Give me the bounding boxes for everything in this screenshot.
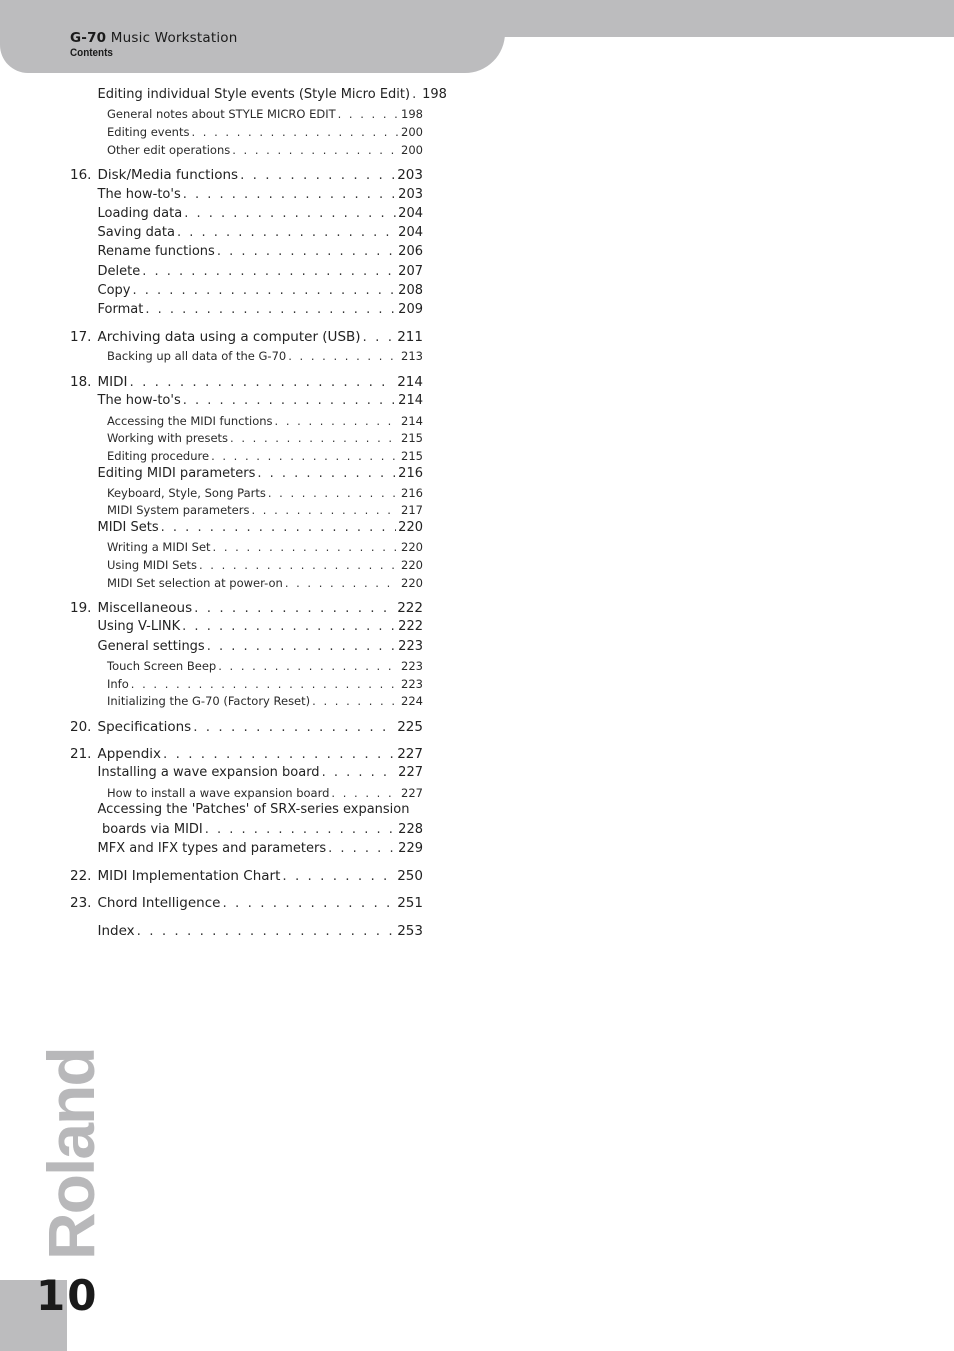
toc-chapter[interactable] [70, 167, 423, 183]
toc-page: 227 [398, 765, 423, 780]
toc-label: The how-to's [97, 187, 181, 202]
toc-label: Miscellaneous [97, 600, 193, 616]
toc-page: 223 [401, 659, 423, 673]
toc-page: 224 [401, 694, 423, 708]
toc-entry[interactable] [97, 87, 447, 102]
leader-dots [132, 283, 396, 298]
toc-label: MFX and IFX types and parameters [97, 841, 327, 856]
chapter-number: 17. [70, 329, 92, 345]
toc-label: Keyboard, Style, Song Parts [107, 486, 266, 500]
toc-label: General settings [97, 639, 205, 654]
toc-page: 211 [397, 329, 423, 345]
toc-label: Backing up all data of the G-70 [107, 349, 287, 363]
toc-entry[interactable] [98, 619, 424, 634]
toc-label: Loading data [97, 206, 183, 221]
toc-label: boards via MIDI [102, 822, 203, 837]
chapter-number: 18. [70, 374, 92, 390]
toc-page: 203 [398, 187, 423, 202]
toc-page: 216 [398, 466, 423, 481]
toc-entry[interactable] [98, 841, 424, 856]
toc-entry[interactable] [107, 107, 423, 121]
toc-label: Initializing the G-70 (Factory Reset) [107, 694, 311, 708]
toc-page: 222 [397, 600, 423, 616]
toc-index[interactable] [98, 923, 424, 939]
toc-page: 220 [401, 558, 423, 572]
model-name: G-70 [70, 30, 107, 46]
leader-dots [322, 765, 397, 780]
leader-dots [183, 187, 396, 202]
leader-dots [191, 125, 399, 139]
toc-label: Specifications [97, 719, 192, 735]
toc-page: 220 [401, 540, 423, 554]
toc-entry[interactable] [107, 414, 423, 428]
toc-page: 204 [398, 225, 423, 240]
chapter-number: 16. [70, 167, 92, 183]
toc-entry[interactable] [98, 187, 424, 202]
toc-page: 225 [397, 719, 423, 735]
toc-entry[interactable] [107, 125, 423, 139]
leader-dots [213, 540, 400, 554]
toc-page: 207 [398, 264, 423, 279]
toc-page: 198 [401, 107, 423, 121]
toc-label: Format [97, 302, 144, 317]
toc-page: 214 [397, 374, 423, 390]
toc-page: 213 [401, 349, 423, 363]
leader-dots [412, 87, 420, 102]
roland-logo: Roland [34, 1048, 108, 1260]
toc-page: 223 [401, 677, 423, 691]
leader-dots [218, 659, 399, 673]
toc-page: 251 [397, 895, 423, 911]
toc-chapter[interactable] [70, 746, 423, 762]
toc-label: Accessing the MIDI functions [107, 414, 273, 428]
leader-dots [182, 619, 396, 634]
toc-page: 215 [401, 431, 423, 445]
toc-page: 216 [401, 486, 423, 500]
leader-dots [282, 868, 395, 884]
toc-label: Using V-LINK [97, 619, 181, 634]
leader-dots [331, 786, 399, 800]
toc-entry[interactable] [98, 264, 424, 279]
toc-entry[interactable] [107, 694, 423, 708]
toc-chapter[interactable] [70, 329, 423, 345]
leader-dots [222, 895, 395, 911]
section-label: Contents [70, 47, 113, 59]
leader-dots [363, 329, 396, 345]
toc-label: Editing individual Style events (Style Micro Edit) [97, 87, 411, 102]
toc-page: 223 [398, 639, 423, 654]
leader-dots [205, 822, 396, 837]
leader-dots [285, 576, 399, 590]
toc-label: Copy [97, 283, 131, 298]
leader-dots [177, 225, 396, 240]
toc-entry[interactable] [107, 558, 423, 572]
toc-entry[interactable] [98, 466, 424, 481]
leader-dots [207, 639, 396, 654]
toc-entry[interactable] [98, 244, 424, 259]
toc-label: Info [107, 677, 129, 691]
toc-page: 200 [401, 125, 423, 139]
toc-entry[interactable] [107, 486, 423, 500]
toc-entry[interactable] [107, 431, 423, 445]
toc-label: The how-to's [97, 393, 181, 408]
leader-dots [194, 600, 395, 616]
toc-label: Working with presets [107, 431, 229, 445]
toc-entry[interactable] [107, 540, 423, 554]
toc-page: 227 [397, 746, 423, 762]
toc-page: 220 [401, 576, 423, 590]
toc-entry[interactable] [107, 349, 423, 363]
toc-page: 208 [398, 283, 423, 298]
running-header [70, 30, 238, 46]
leader-dots [193, 719, 395, 735]
toc-page: 227 [401, 786, 423, 800]
toc-label: Delete [97, 264, 141, 279]
toc-chapter[interactable] [70, 374, 423, 390]
toc-label: Archiving data using a computer (USB) [97, 329, 361, 345]
leader-dots [251, 503, 399, 517]
toc-page: 220 [398, 520, 423, 535]
toc-label: Editing MIDI parameters [97, 466, 256, 481]
toc-label: MIDI Implementation Chart [97, 868, 281, 884]
toc-label: MIDI [97, 374, 128, 390]
toc-page: 214 [398, 393, 423, 408]
toc-label: Index [97, 923, 135, 939]
toc-chapter[interactable] [70, 895, 423, 911]
chapter-number: 23. [70, 895, 92, 911]
toc-page: 228 [398, 822, 423, 837]
toc-label: Touch Screen Beep [107, 659, 217, 673]
toc-entry-line[interactable]: Accessing the 'Patches' of SRX-series expansion [97, 802, 410, 817]
toc-entry[interactable] [98, 206, 424, 221]
toc-chapter[interactable] [70, 868, 423, 884]
leader-dots [142, 264, 396, 279]
toc-entry[interactable] [98, 520, 424, 535]
leader-dots [145, 302, 396, 317]
leader-dots [183, 393, 396, 408]
toc-page: 253 [397, 923, 423, 939]
toc-label: Disk/Media functions [97, 167, 239, 183]
leader-dots [163, 746, 395, 762]
toc-label: Saving data [97, 225, 175, 240]
page-number: 10 [36, 1271, 99, 1320]
toc-page: 217 [401, 503, 423, 517]
leader-dots [137, 923, 396, 939]
chapter-number: 20. [70, 719, 92, 735]
leader-dots [161, 520, 397, 535]
toc-label: Appendix [97, 746, 162, 762]
toc-page: 209 [398, 302, 423, 317]
toc-page: 204 [398, 206, 423, 221]
leader-dots [257, 466, 396, 481]
leader-dots [217, 244, 396, 259]
toc-label: General notes about STYLE MICRO EDIT [107, 107, 336, 121]
leader-dots [199, 558, 399, 572]
chapter-number: 19. [70, 600, 92, 616]
toc-page: 229 [398, 841, 423, 856]
toc-entry[interactable] [107, 503, 423, 517]
toc-label: MIDI Set selection at power-on [107, 576, 283, 590]
toc-entry[interactable] [98, 302, 424, 317]
toc-page: 215 [401, 449, 423, 463]
toc-page: 203 [397, 167, 423, 183]
toc-label: Chord Intelligence [97, 895, 221, 911]
toc-entry[interactable] [107, 677, 423, 691]
toc-entry[interactable] [107, 786, 423, 800]
toc-page: 214 [401, 414, 423, 428]
toc-page: 200 [401, 143, 423, 157]
toc-label: Installing a wave expansion board [97, 765, 320, 780]
chapter-number: 21. [70, 746, 92, 762]
leader-dots [232, 143, 399, 157]
toc-chapter[interactable] [70, 600, 423, 616]
toc-chapter[interactable] [70, 719, 423, 735]
toc-label: Using MIDI Sets [107, 558, 197, 572]
toc-entry[interactable] [107, 449, 423, 463]
leader-dots [131, 677, 399, 691]
leader-dots [328, 841, 396, 856]
leader-dots [268, 486, 399, 500]
toc-entry[interactable] [98, 225, 424, 240]
toc-label: Editing procedure [107, 449, 210, 463]
toc-entry[interactable] [98, 393, 424, 408]
chapter-number: 22. [70, 868, 92, 884]
toc-entry[interactable] [102, 822, 423, 837]
leader-dots [288, 349, 399, 363]
toc-label: Writing a MIDI Set [107, 540, 211, 554]
toc-entry[interactable] [98, 765, 424, 780]
leader-dots [230, 431, 399, 445]
toc-label: Other edit operations [107, 143, 231, 157]
toc-label: MIDI System parameters [107, 503, 250, 517]
toc-page: 250 [397, 868, 423, 884]
toc-entry[interactable] [107, 576, 423, 590]
toc-page: 222 [398, 619, 423, 634]
leader-dots [184, 206, 396, 221]
leader-dots [240, 167, 395, 183]
leader-dots [338, 107, 399, 121]
toc-entry[interactable] [98, 283, 424, 298]
leader-dots [312, 694, 399, 708]
toc-page: 206 [398, 244, 423, 259]
leader-dots [130, 374, 396, 390]
toc-label: Rename functions [97, 244, 215, 259]
leader-dots [275, 414, 400, 428]
toc-label: Editing events [107, 125, 190, 139]
product-name: Music Workstation [110, 30, 238, 46]
toc-page: 198 [422, 87, 447, 102]
toc-label: How to install a wave expansion board [107, 786, 330, 800]
toc-entry[interactable] [98, 639, 424, 654]
toc-label: MIDI Sets [97, 520, 159, 535]
leader-dots [211, 449, 399, 463]
toc-entry[interactable] [107, 143, 423, 157]
toc-entry[interactable] [107, 659, 423, 673]
